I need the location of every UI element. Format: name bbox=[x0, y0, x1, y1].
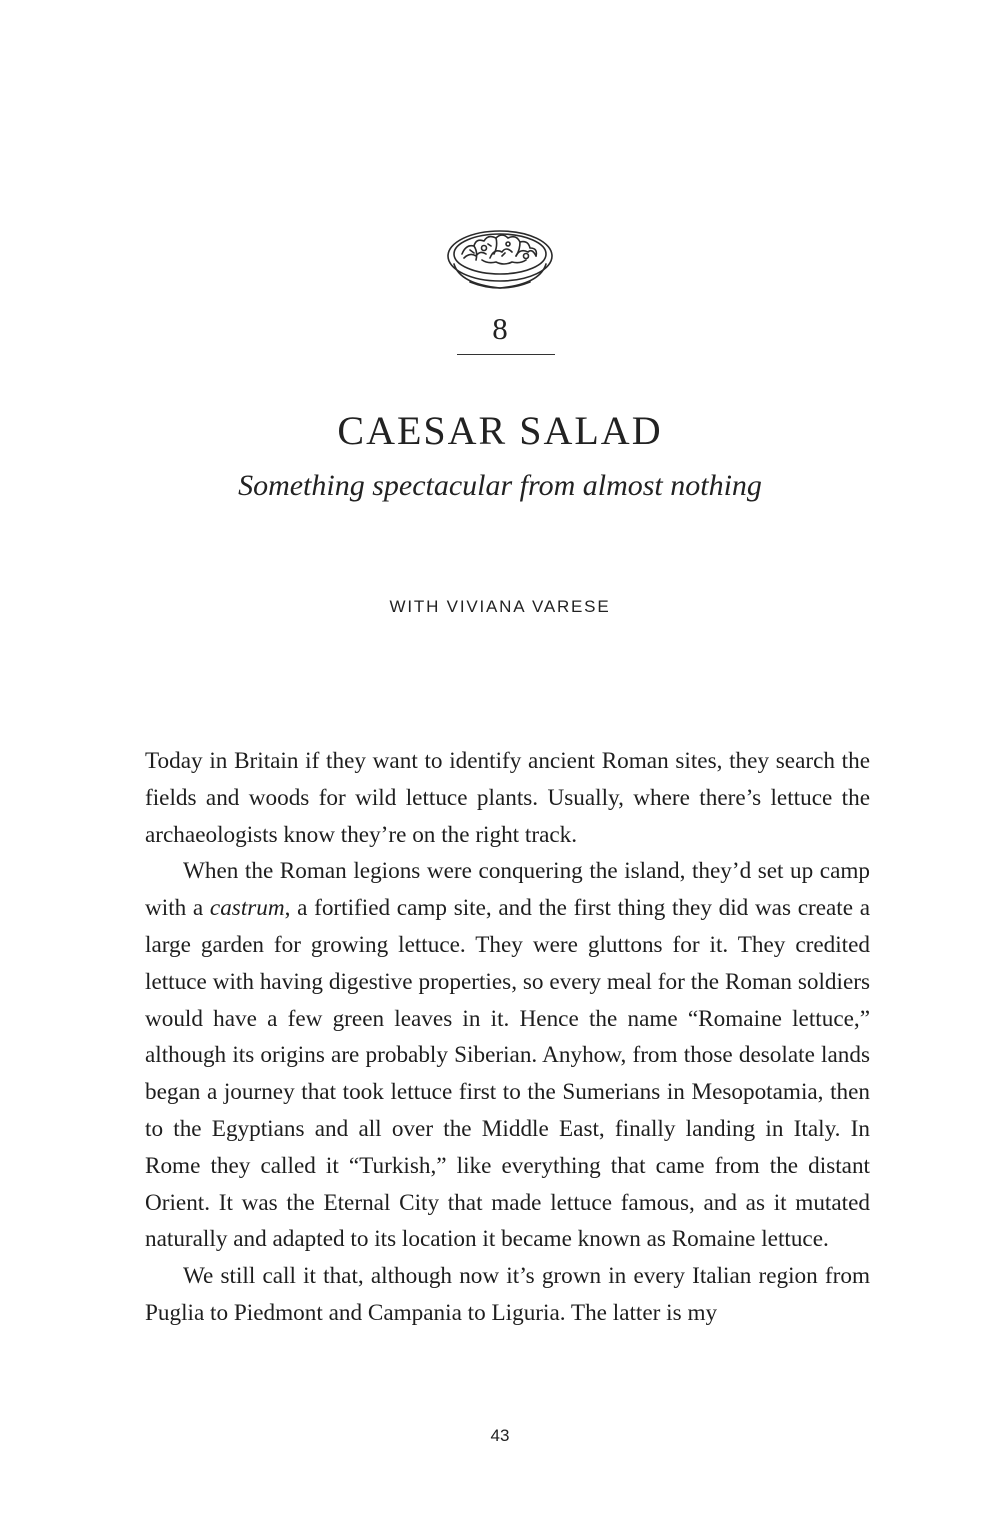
body-text bbox=[145, 743, 870, 1332]
paragraph: We still call it that, although now it’s grown in every Italian region from Puglia to Piedmont and Campania to Liguria. The latter is my bbox=[145, 1263, 870, 1326]
chapter-title: CAESAR SALAD bbox=[337, 408, 663, 453]
paragraph: Today in Britain if they want to identify ancient Roman sites, they search the fields and woods for wild lettuce plants. Usually, where there’s lettuce the archaeologists know they’re on the right track. bbox=[145, 748, 870, 848]
chapter-number-rule bbox=[457, 354, 555, 355]
paragraph-text: When the Roman legions were conquering the island, they’d set up camp with a bbox=[145, 858, 870, 922]
italic-term: castrum bbox=[209, 895, 285, 922]
page-number: 43 bbox=[490, 1426, 510, 1445]
paragraph bbox=[145, 853, 870, 1258]
chapter-byline: WITH VIVIANA VARESE bbox=[389, 597, 611, 616]
paragraph-text: , a fortified camp site, and the first thing they did was create a large garden for growing lettuce. They were gluttons for it. They credited lettuce with having digestive properties, so every meal for the Roman soldiers would have a few green leaves in it. Hence the name “Romaine lettuce,” although its origins are probably Siberian. Anyhow, from those desolate lands began a journey that took lettuce first to the Sumerians in Mesopotamia, then to the Egyptians and all over the Middle East, finally landing in Italy. In Rome they called it “Turkish,” like everything that came from the distant Orient. It was the Eternal City that made lettuce famous, and as it mutated naturally and adapted to its location it became known as Romaine lettuce. bbox=[145, 895, 871, 1253]
chapter-number: 8 bbox=[492, 311, 508, 346]
salad-bowl-icon bbox=[440, 214, 560, 298]
chapter-subtitle: Something spectacular from almost nothing bbox=[238, 469, 762, 502]
